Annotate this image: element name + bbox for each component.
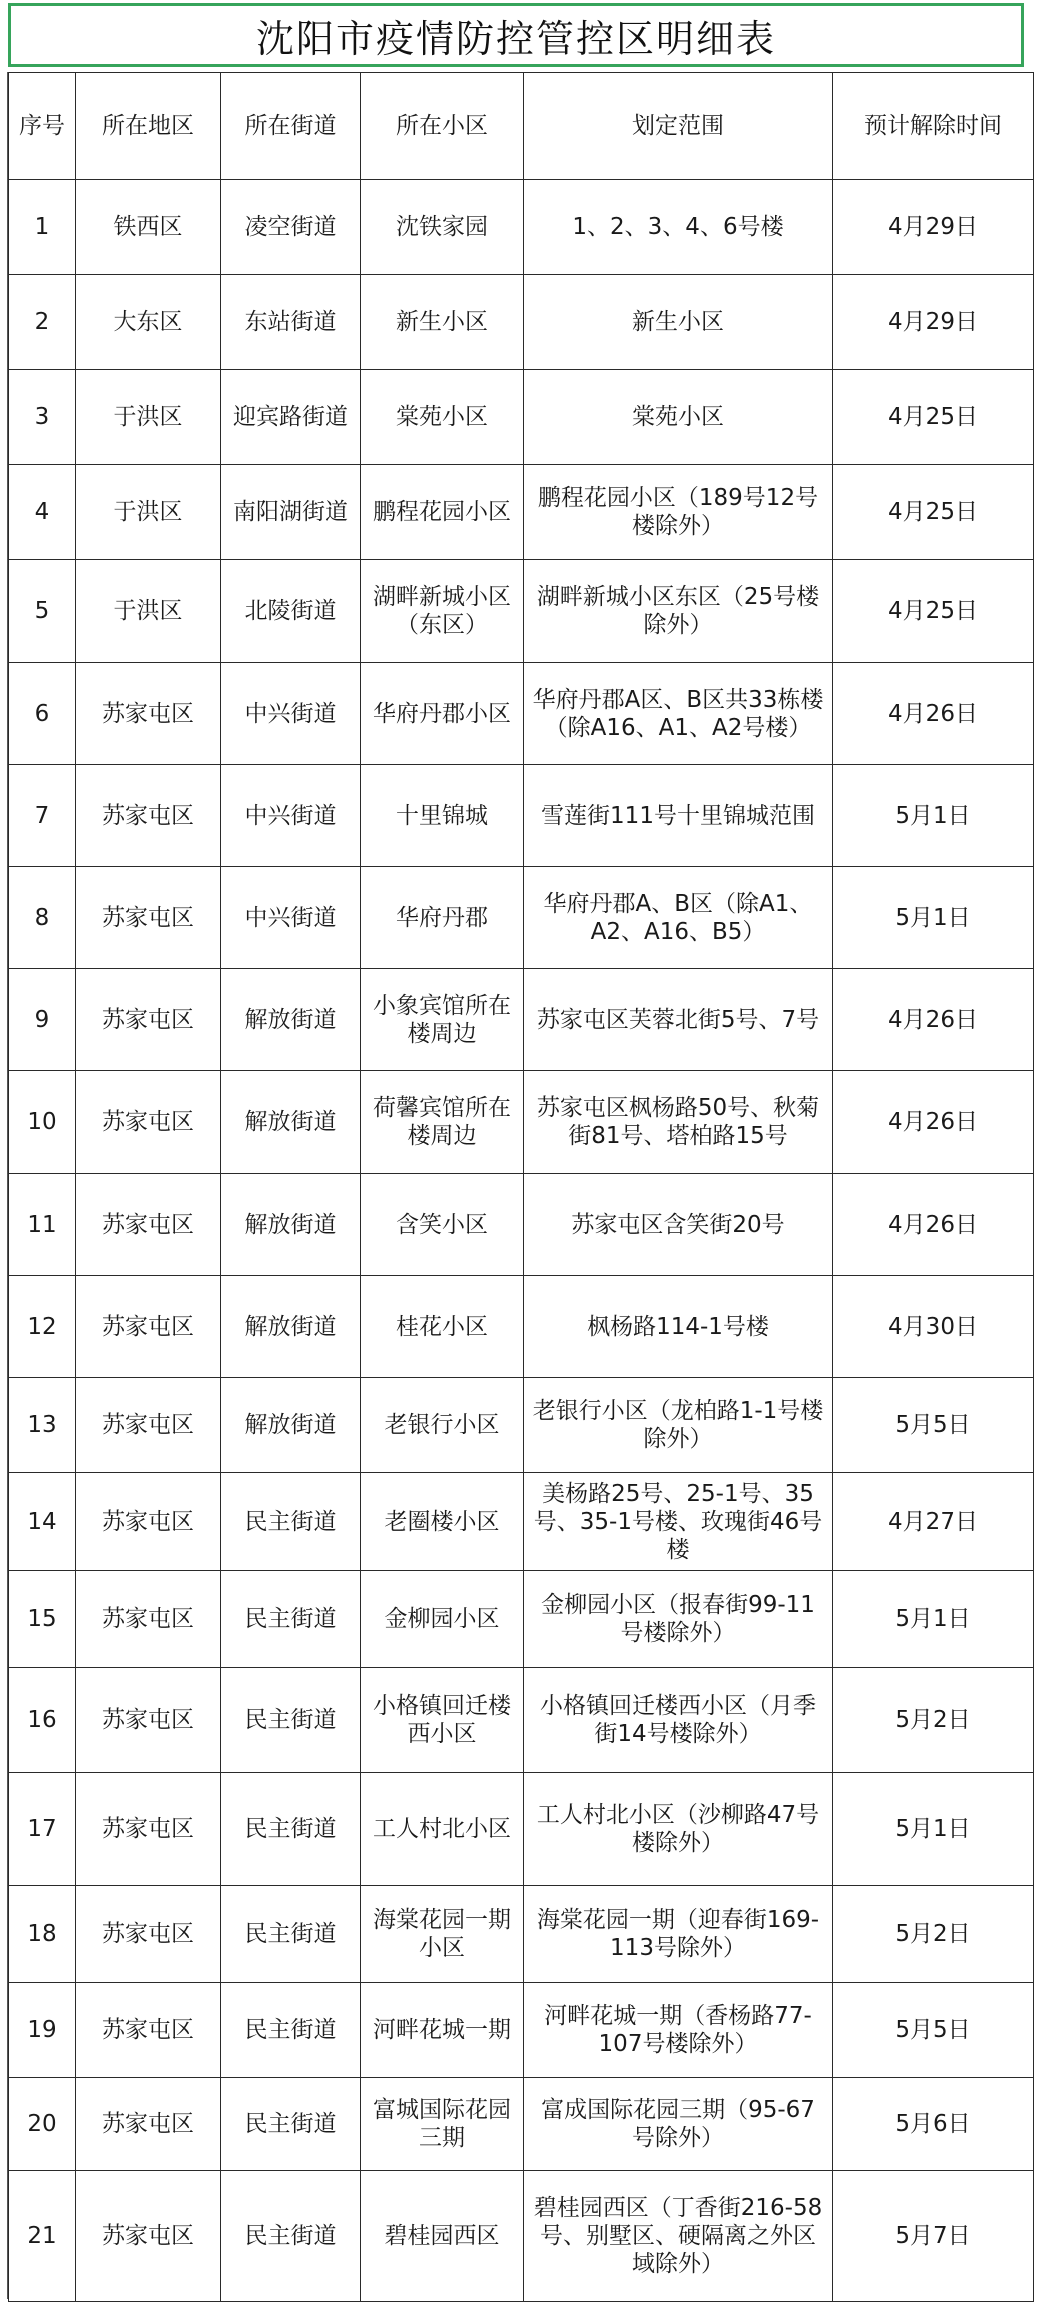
cell-index[interactable]: 9 [9, 969, 76, 1071]
cell-scope[interactable]: 华府丹郡A区、B区共33栋楼（除A16、A1、A2号楼） [524, 663, 833, 765]
cell-index[interactable]: 8 [9, 867, 76, 969]
cell-community[interactable]: 十里锦城 [361, 765, 524, 867]
cell-index[interactable]: 15 [9, 1571, 76, 1668]
cell-community[interactable]: 工人村北小区 [361, 1773, 524, 1886]
cell-street[interactable]: 民主街道 [221, 1473, 361, 1571]
cell-scope[interactable]: 富成国际花园三期（95-67号除外） [524, 2078, 833, 2171]
table-row [9, 1773, 1034, 1886]
cell-release-date[interactable]: 4月25日 [833, 465, 1034, 560]
cell-release-date[interactable]: 5月1日 [833, 1571, 1034, 1668]
cell-district[interactable]: 苏家屯区 [76, 1473, 221, 1571]
table-row [9, 663, 1034, 765]
table-row [9, 2171, 1034, 2302]
cell-release-date[interactable]: 4月30日 [833, 1276, 1034, 1378]
cell-scope[interactable]: 老银行小区（龙柏路1-1号楼除外） [524, 1378, 833, 1473]
cell-community[interactable]: 棠苑小区 [361, 370, 524, 465]
cell-release-date[interactable]: 5月5日 [833, 1378, 1034, 1473]
title-cell[interactable] [8, 3, 1024, 67]
cell-community[interactable]: 华府丹郡小区 [361, 663, 524, 765]
cell-community[interactable]: 小象宾馆所在楼周边 [361, 969, 524, 1071]
cell-scope[interactable]: 新生小区 [524, 275, 833, 370]
cell-release-date[interactable]: 5月1日 [833, 867, 1034, 969]
cell-street[interactable]: 解放街道 [221, 969, 361, 1071]
cell-street[interactable]: 民主街道 [221, 2078, 361, 2171]
cell-community[interactable]: 桂花小区 [361, 1276, 524, 1378]
table-row [9, 1378, 1034, 1473]
cell-community[interactable]: 新生小区 [361, 275, 524, 370]
header-cell-index[interactable]: 序号 [9, 73, 76, 180]
cell-community[interactable]: 含笑小区 [361, 1174, 524, 1276]
cell-street[interactable]: 民主街道 [221, 1773, 361, 1886]
cell-community[interactable]: 小格镇回迁楼西小区 [361, 1668, 524, 1773]
table-row [9, 370, 1034, 465]
cell-street[interactable]: 南阳湖街道 [221, 465, 361, 560]
cell-scope[interactable]: 金柳园小区（报春街99-11号楼除外） [524, 1571, 833, 1668]
cell-street[interactable]: 东站街道 [221, 275, 361, 370]
cell-district[interactable]: 大东区 [76, 275, 221, 370]
cell-street[interactable]: 解放街道 [221, 1174, 361, 1276]
header-cell-district[interactable]: 所在地区 [76, 73, 221, 180]
table-row [9, 1071, 1034, 1174]
cell-index[interactable]: 17 [9, 1773, 76, 1886]
cell-community[interactable]: 老圈楼小区 [361, 1473, 524, 1571]
cell-scope[interactable]: 工人村北小区（沙柳路47号楼除外） [524, 1773, 833, 1886]
cell-district[interactable]: 苏家屯区 [76, 1773, 221, 1886]
cell-district[interactable]: 苏家屯区 [76, 1983, 221, 2078]
cell-community[interactable]: 碧桂园西区 [361, 2171, 524, 2302]
cell-community[interactable]: 老银行小区 [361, 1378, 524, 1473]
cell-release-date[interactable]: 4月26日 [833, 1071, 1034, 1174]
table-row [9, 1571, 1034, 1668]
cell-district[interactable]: 苏家屯区 [76, 1378, 221, 1473]
cell-district[interactable]: 苏家屯区 [76, 1276, 221, 1378]
cell-street[interactable]: 民主街道 [221, 1983, 361, 2078]
table-title: 沈阳市疫情防控管控区明细表 [255, 16, 776, 61]
table-row [9, 1174, 1034, 1276]
cell-index[interactable]: 5 [9, 560, 76, 663]
cell-district[interactable]: 于洪区 [76, 465, 221, 560]
cell-index[interactable]: 1 [9, 180, 76, 275]
cell-release-date[interactable]: 4月29日 [833, 275, 1034, 370]
cell-street[interactable]: 中兴街道 [221, 765, 361, 867]
table-row [9, 1886, 1034, 1983]
cell-district[interactable]: 苏家屯区 [76, 1174, 221, 1276]
cell-release-date[interactable]: 4月26日 [833, 1174, 1034, 1276]
cell-street[interactable]: 民主街道 [221, 1668, 361, 1773]
cell-street[interactable]: 解放街道 [221, 1276, 361, 1378]
cell-scope[interactable]: 苏家屯区芙蓉北街5号、7号 [524, 969, 833, 1071]
cell-release-date[interactable]: 5月2日 [833, 1668, 1034, 1773]
header-cell-release-date[interactable]: 预计解除时间 [833, 73, 1034, 180]
table-row [9, 765, 1034, 867]
cell-index[interactable]: 12 [9, 1276, 76, 1378]
header-cell-street[interactable]: 所在街道 [221, 73, 361, 180]
cell-scope[interactable]: 碧桂园西区（丁香街216-58号、别墅区、硬隔离之外区域除外） [524, 2171, 833, 2302]
cell-street[interactable]: 中兴街道 [221, 663, 361, 765]
cell-release-date[interactable]: 4月25日 [833, 560, 1034, 663]
cell-scope[interactable]: 棠苑小区 [524, 370, 833, 465]
cell-street[interactable]: 解放街道 [221, 1378, 361, 1473]
cell-scope[interactable]: 美杨路25号、25-1号、35号、35-1号楼、玫瑰街46号楼 [524, 1473, 833, 1571]
control-area-table [8, 72, 1034, 2302]
header-cell-scope[interactable]: 划定范围 [524, 73, 833, 180]
cell-street[interactable]: 中兴街道 [221, 867, 361, 969]
cell-scope[interactable]: 枫杨路114-1号楼 [524, 1276, 833, 1378]
cell-release-date[interactable]: 5月1日 [833, 1773, 1034, 1886]
cell-district[interactable]: 苏家屯区 [76, 1571, 221, 1668]
cell-district[interactable]: 苏家屯区 [76, 969, 221, 1071]
cell-scope[interactable]: 1、2、3、4、6号楼 [524, 180, 833, 275]
table-row [9, 1668, 1034, 1773]
table-row [9, 1276, 1034, 1378]
cell-index[interactable]: 2 [9, 275, 76, 370]
cell-release-date[interactable]: 4月26日 [833, 663, 1034, 765]
cell-release-date[interactable]: 5月7日 [833, 2171, 1034, 2302]
cell-scope[interactable]: 苏家屯区含笑街20号 [524, 1174, 833, 1276]
cell-scope[interactable]: 小格镇回迁楼西小区（月季街14号楼除外） [524, 1668, 833, 1773]
table-row [9, 560, 1034, 663]
cell-district[interactable]: 苏家屯区 [76, 1886, 221, 1983]
table-row [9, 1983, 1034, 2078]
cell-index[interactable]: 18 [9, 1886, 76, 1983]
cell-district[interactable]: 苏家屯区 [76, 1668, 221, 1773]
cell-scope[interactable]: 鹏程花园小区（189号12号楼除外） [524, 465, 833, 560]
cell-index[interactable]: 3 [9, 370, 76, 465]
cell-community[interactable]: 湖畔新城小区（东区） [361, 560, 524, 663]
cell-community[interactable]: 华府丹郡 [361, 867, 524, 969]
cell-district[interactable]: 于洪区 [76, 370, 221, 465]
cell-community[interactable]: 鹏程花园小区 [361, 465, 524, 560]
cell-street[interactable]: 迎宾路街道 [221, 370, 361, 465]
cell-index[interactable]: 10 [9, 1071, 76, 1174]
cell-district[interactable]: 于洪区 [76, 560, 221, 663]
cell-community[interactable]: 海棠花园一期小区 [361, 1886, 524, 1983]
cell-index[interactable]: 21 [9, 2171, 76, 2302]
table-row [9, 465, 1034, 560]
cell-scope[interactable]: 华府丹郡A、B区（除A1、A2、A16、B5） [524, 867, 833, 969]
cell-release-date[interactable]: 4月29日 [833, 180, 1034, 275]
cell-street[interactable]: 北陵街道 [221, 560, 361, 663]
cell-street[interactable]: 凌空街道 [221, 180, 361, 275]
cell-district[interactable]: 苏家屯区 [76, 765, 221, 867]
cell-scope[interactable]: 海棠花园一期（迎春街169-113号除外） [524, 1886, 833, 1983]
cell-index[interactable]: 16 [9, 1668, 76, 1773]
cell-community[interactable]: 金柳园小区 [361, 1571, 524, 1668]
cell-district[interactable]: 苏家屯区 [76, 867, 221, 969]
cell-index[interactable]: 4 [9, 465, 76, 560]
cell-district[interactable]: 苏家屯区 [76, 2171, 221, 2302]
cell-scope[interactable]: 苏家屯区枫杨路50号、秋菊街81号、塔柏路15号 [524, 1071, 833, 1174]
table-row [9, 1473, 1034, 1571]
cell-index[interactable]: 11 [9, 1174, 76, 1276]
cell-release-date[interactable]: 4月26日 [833, 969, 1034, 1071]
cell-release-date[interactable]: 4月25日 [833, 370, 1034, 465]
cell-release-date[interactable]: 4月27日 [833, 1473, 1034, 1571]
sheet-left-edge [0, 72, 8, 2299]
table-row [9, 969, 1034, 1071]
cell-scope[interactable]: 河畔花城一期（香杨路77-107号楼除外） [524, 1983, 833, 2078]
cell-release-date[interactable]: 5月5日 [833, 1983, 1034, 2078]
cell-index[interactable]: 14 [9, 1473, 76, 1571]
cell-street[interactable]: 解放街道 [221, 1071, 361, 1174]
header-cell-community[interactable]: 所在小区 [361, 73, 524, 180]
cell-scope[interactable]: 雪莲街111号十里锦城范围 [524, 765, 833, 867]
cell-index[interactable]: 7 [9, 765, 76, 867]
cell-district[interactable]: 苏家屯区 [76, 2078, 221, 2171]
cell-street[interactable]: 民主街道 [221, 1886, 361, 1983]
cell-index[interactable]: 6 [9, 663, 76, 765]
header-row [9, 73, 1034, 180]
cell-street[interactable]: 民主街道 [221, 1571, 361, 1668]
cell-release-date[interactable]: 5月2日 [833, 1886, 1034, 1983]
cell-community[interactable]: 沈铁家园 [361, 180, 524, 275]
cell-index[interactable]: 20 [9, 2078, 76, 2171]
cell-district[interactable]: 铁西区 [76, 180, 221, 275]
cell-release-date[interactable]: 5月6日 [833, 2078, 1034, 2171]
cell-index[interactable]: 13 [9, 1378, 76, 1473]
cell-district[interactable]: 苏家屯区 [76, 663, 221, 765]
table-row [9, 275, 1034, 370]
table-row [9, 180, 1034, 275]
cell-index[interactable]: 19 [9, 1983, 76, 2078]
cell-community[interactable]: 荷馨宾馆所在楼周边 [361, 1071, 524, 1174]
cell-release-date[interactable]: 5月1日 [833, 765, 1034, 867]
cell-district[interactable]: 苏家屯区 [76, 1071, 221, 1174]
cell-community[interactable]: 河畔花城一期 [361, 1983, 524, 2078]
table-row [9, 2078, 1034, 2171]
cell-community[interactable]: 富城国际花园三期 [361, 2078, 524, 2171]
cell-street[interactable]: 民主街道 [221, 2171, 361, 2302]
cell-scope[interactable]: 湖畔新城小区东区（25号楼除外） [524, 560, 833, 663]
table-row [9, 867, 1034, 969]
